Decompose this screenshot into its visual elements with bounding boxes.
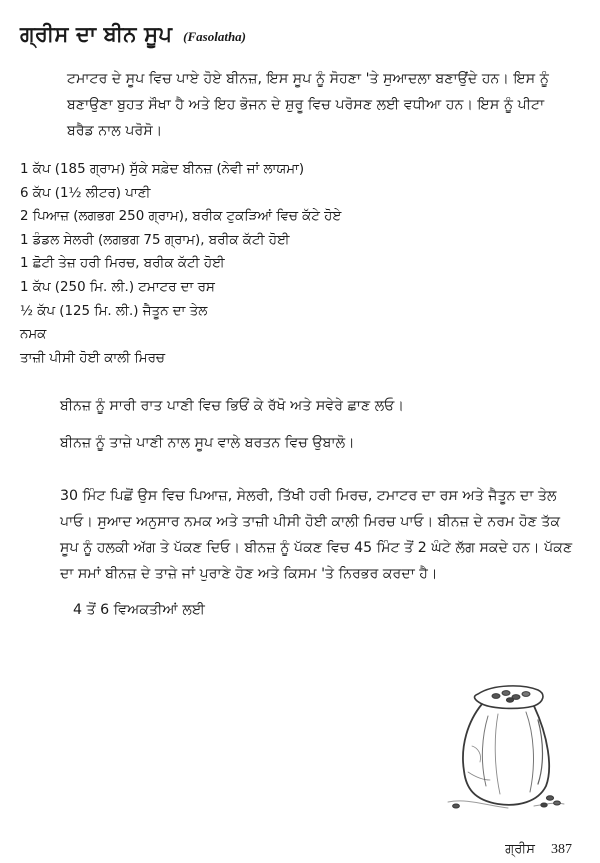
- ingredient-item: ਨਮਕ: [20, 327, 47, 343]
- ingredient-item: 1 ਛੋਟੀ ਤੇਜ਼ ਹਰੀ ਮਿਰਚ, ਬਰੀਕ ਕੱਟੀ ਹੋਈ: [20, 256, 225, 272]
- method-step: 30 ਮਿੰਟ ਪਿਛੋਂ ਉਸ ਵਿਚ ਪਿਆਜ਼, ਸੇਲਰੀ, ਤਿੱਖੀ ਹਰੀ ਮਿਰਚ, ਟਮਾਟਰ ਦਾ ਰਸ ਅਤੇ ਜੈਤੂਨ ਦਾ ਤੇਲ ਪਾਓ। ਸੁਆਦ ਅਨੁਸਾਰ ਨਮਕ ਅਤੇ ਤਾਜ਼ੀ ਪੀਸੀ ਹੋਈ ਕਾਲੀ ਮਿਰਚ ਪਾਓ। ਬੀਨਜ਼ ਦੇ ਨਰਮ ਹੋਣ ਤੱਕ ਸੂਪ ਨੂੰ ਹਲਕੀ ਅੱਗ ਤੇ ਪੱਕਣ ਦਿਓ। ਬੀਨਜ਼ ਨੂੰ ਪੱਕਣ ਵਿਚ 45 ਮਿੰਟ ਤੋਂ 2 ਘੰਟੇ ਲੱਗ ਸਕਦੇ ਹਨ। ਪੱਕਣ ਦਾ ਸਮਾਂ ਬੀਨਜ਼ ਦੇ ਤਾਜ਼ੇ ਜਾਂ ਪੁਰਾਣੇ ਹੋਣ ਅਤੇ ਕਿਸਮ 'ਤੇ ਨਿਰਭਰ ਕਰਦਾ ਹੈ।: [60, 488, 573, 582]
- ingredient-list: [20, 158, 540, 370]
- bean-sack-icon: [438, 676, 568, 816]
- method-step: ਬੀਨਜ਼ ਨੂੰ ਸਾਰੀ ਰਾਤ ਪਾਣੀ ਵਿਚ ਭਿਓਂ ਕੇ ਰੱਖੋ ਅਤੇ ਸਵੇਰੇ ਛਾਣ ਲਓ।: [60, 398, 405, 414]
- page-footer: [505, 842, 572, 858]
- section-name: ਗ੍ਰੀਸ: [505, 842, 535, 857]
- servings-note: 4 ਤੋਂ 6 ਵਿਅਕਤੀਆਂ ਲਈ: [73, 602, 206, 618]
- ingredient-item: 6 ਕੱਪ (1½ ਲੀਟਰ) ਪਾਣੀ: [20, 185, 151, 201]
- ingredient-item: 2 ਪਿਆਜ਼ (ਲਗਭਗ 250 ਗ੍ਰਾਮ), ਬਰੀਕ ਟੁਕੜਿਆਂ ਵਿਚ ਕੱਟੇ ਹੋਏ: [20, 209, 342, 225]
- recipe-title: ਗ੍ਰੀਸ ਦਾ ਬੀਨ ਸੂਪ: [20, 22, 173, 46]
- ingredient-item: 1 ਕੱਪ (250 ਮਿ. ਲੀ.) ਟਮਾਟਰ ਦਾ ਰਸ: [20, 279, 215, 295]
- ingredient-item: ਤਾਜ਼ੀ ਪੀਸੀ ਹੋਈ ਕਾਲੀ ਮਿਰਚ: [20, 350, 165, 366]
- recipe-subtitle: (Fasolatha): [183, 29, 247, 44]
- ingredient-item: 1 ਕੱਪ (185 ਗ੍ਰਾਮ) ਸੁੱਕੇ ਸਫ਼ੇਦ ਬੀਨਜ਼ (ਨੇਵੀ ਜਾਂ ਲਾਯਮਾ): [20, 162, 305, 177]
- ingredient-item: 1 ਡੰਡਲ ਸੇਲਰੀ (ਲਗਭਗ 75 ਗ੍ਰਾਮ), ਬਰੀਕ ਕੱਟੀ ਹੋਈ: [20, 232, 290, 248]
- recipe-header: [20, 22, 246, 47]
- recipe-intro: ਟਮਾਟਰ ਦੇ ਸੂਪ ਵਿਚ ਪਾਏ ਹੋਏ ਬੀਨਜ਼, ਇਸ ਸੂਪ ਨੂੰ ਸੋਹਣਾ 'ਤੇ ਸੁਆਦਲਾ ਬਣਾਉਂਦੇ ਹਨ। ਇਸ ਨੂੰ ਬਣਾਉਣਾ ਬੁਹਤ ਸੌਖਾ ਹੈ ਅਤੇ ਇਹ ਭੋਜਨ ਦੇ ਸ਼ੁਰੂ ਵਿਚ ਪਰੋਸਣ ਲਈ ਵਧੀਆ ਹਨ। ਇਸ ਨੂੰ ਪੀਟਾ ਬਰੈਡ ਨਾਲ ਪਰੋਸੋ।: [67, 71, 549, 139]
- method-step: ਬੀਨਜ਼ ਨੂੰ ਤਾਜ਼ੇ ਪਾਣੀ ਨਾਲ ਸੂਪ ਵਾਲੇ ਬਰਤਨ ਵਿਚ ਉਬਾਲੋ।: [60, 435, 355, 451]
- ingredient-item: ½ ਕੱਪ (125 ਮਿ. ਲੀ.) ਜੈਤੂਨ ਦਾ ਤੇਲ: [20, 303, 208, 319]
- page-number: 387: [551, 842, 572, 857]
